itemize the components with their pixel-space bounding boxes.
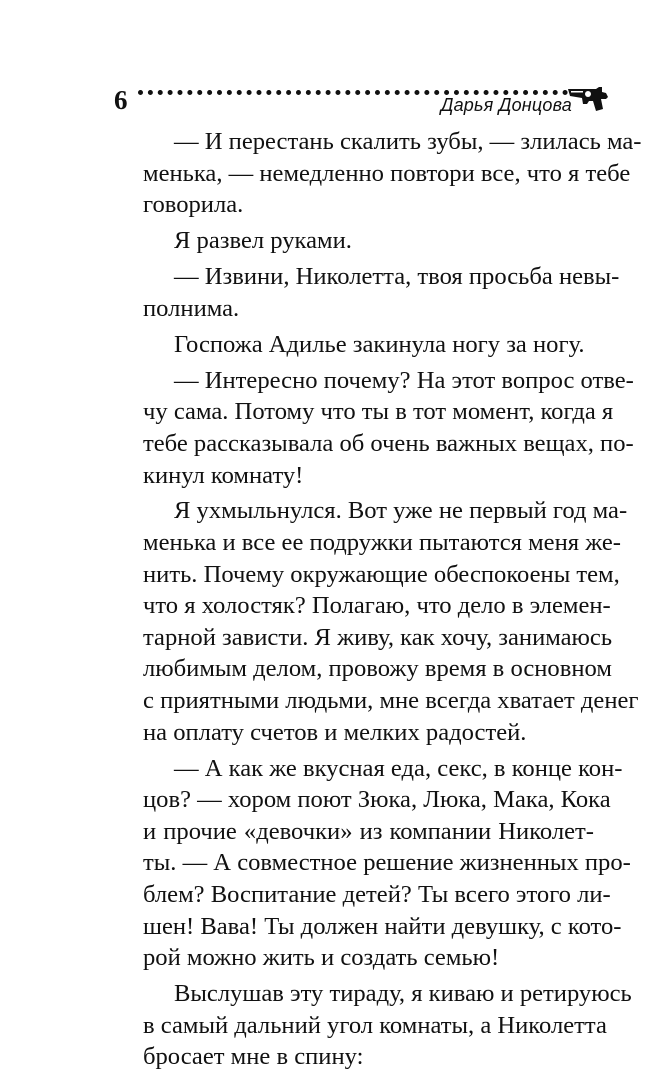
text-line: рой можно жить и создать семью! [143,944,500,972]
text-line: Я развел руками. [174,227,352,255]
running-author: Дарья Донцова [440,95,572,115]
text-line: что я холостяк? Полагаю, что дело в элемен- [143,592,611,620]
text-line: чу сама. Потому что ты в тот момент, когда я [143,398,614,426]
text-line: ты. — А совместное решение жизненных про- [143,849,631,877]
text-line: — И перестань скалить зубы, — злилась ма- [174,128,642,155]
paragraph [112,261,620,324]
text-line: Я ухмыльнулся. Вот уже не первый год ма- [174,497,628,525]
page-number: 6 [114,85,128,115]
paragraph [112,126,642,221]
paragraph [112,495,639,748]
text-line: блем? Воспитание детей? Ты всего этого ли- [143,881,611,908]
paragraph [112,753,631,974]
text-line: с приятными людьми, мне всегда хватает денег [143,687,639,715]
text-line: тебе рассказывала об очень важных вещах, по- [143,429,634,457]
text-line: менька и все ее подружки пытаются меня же- [143,529,621,557]
text-line: Госпожа Адилье закинула ногу за ногу. [174,330,585,358]
text-line: говорила. [143,191,244,219]
text-line: полнима. [143,294,240,322]
text-line: бросает мне в спину: [143,1043,364,1071]
running-header [114,84,610,120]
paragraph [112,225,594,257]
text-line: менька, — немедленно повтори все, что я тебе [143,159,631,187]
text-line: любимым делом, провожу время в основном [143,655,612,683]
paragraph [112,978,632,1073]
text-line: — А как же вкусная еда, секс, в конце кон- [174,754,623,782]
body-text [112,126,642,1077]
text-line: цов? — хором поют Зюка, Люка, Мака, Кока [143,786,611,814]
text-line: и прочие «девочки» из компании Николет- [143,817,594,845]
paragraph [112,365,634,491]
text-line: в самый дальний угол комнаты, а Николетта [143,1011,607,1039]
text-line: — Интересно почему? На этот вопрос отве- [174,366,634,394]
text-line: шен! Вава! Ты должен найти девушку, с кото- [143,912,622,940]
text-line: — Извини, Николетта, твоя просьба невы- [174,263,620,291]
text-line: на оплату счетов и мелких радостей. [143,718,527,746]
paragraph [112,329,594,361]
text-line: нить. Почему окружающие обеспокоены тем, [143,560,620,588]
text-line: кинул комнату! [143,461,304,489]
text-line: тарной зависти. Я живу, как хочу, занимаюсь [143,623,613,651]
text-line: Выслушав эту тираду, я киваю и ретируюсь [174,980,632,1008]
revolver-icon [566,84,610,112]
